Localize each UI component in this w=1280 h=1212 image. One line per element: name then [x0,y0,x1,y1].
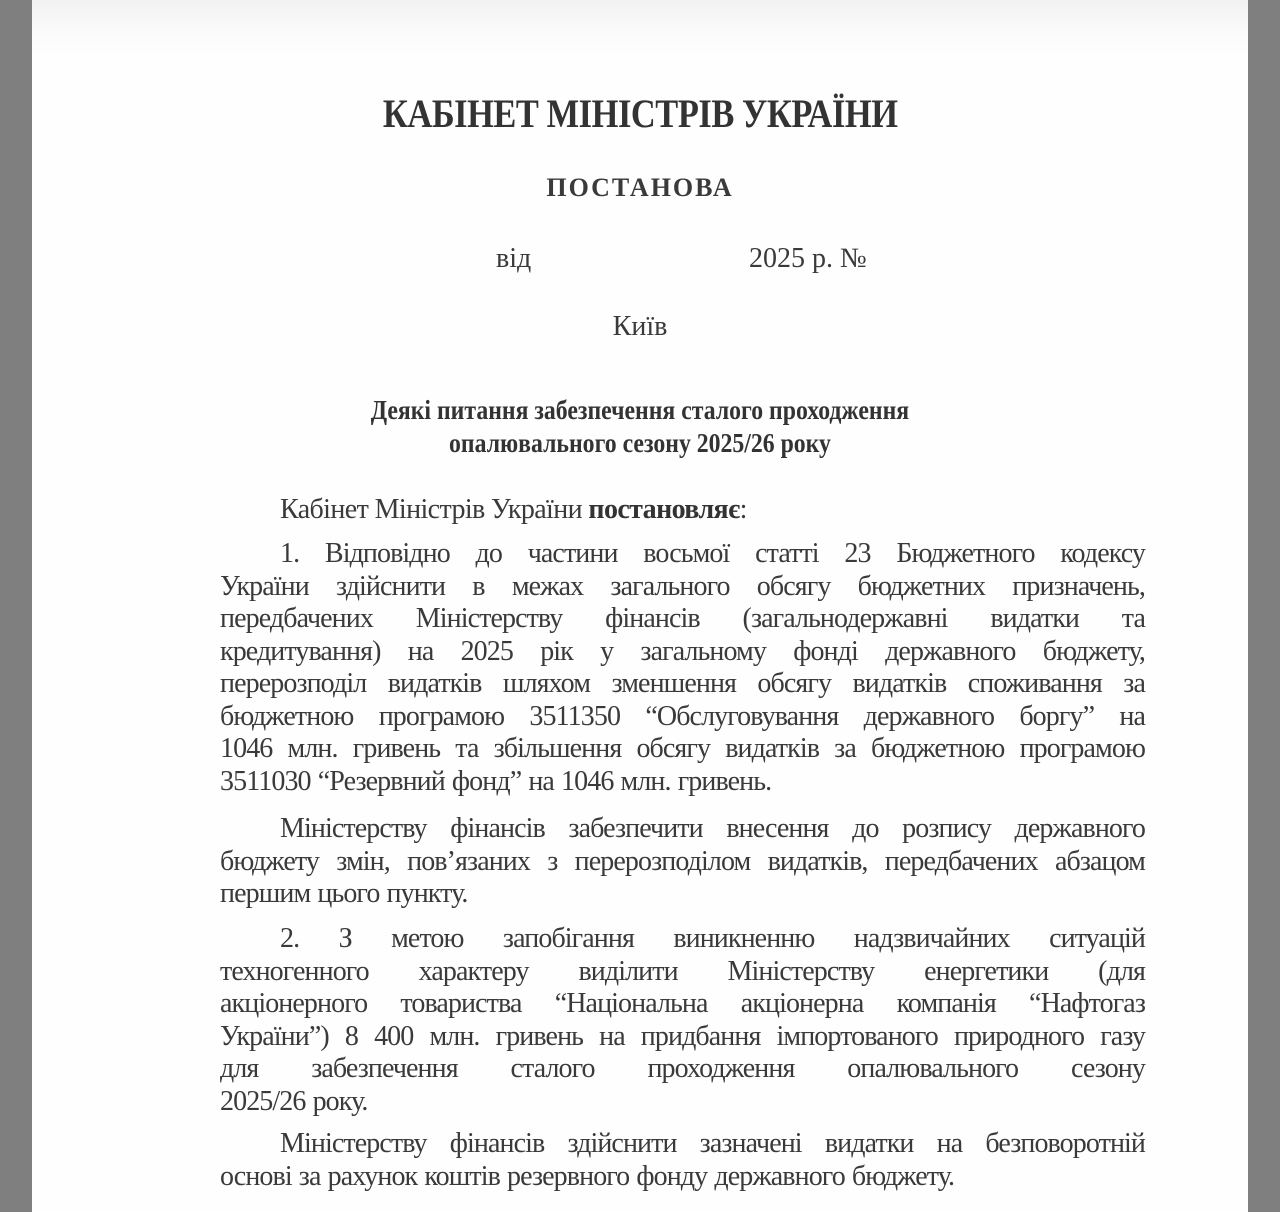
paragraph-line: 2025/26 року. [220,1085,368,1117]
paragraph-line: України здійснити в межах загального обсягу бюджетних призначень, [220,570,1145,602]
enacting-subject: Кабінет Міністрів України [280,494,582,525]
heading-text: Деякі питання забезпечення сталого проходження [370,395,910,425]
paragraph-line: передбачених Міністерству фінансів (загальнодержавні видатки та [220,603,1145,634]
paragraph-line: 1046 млн. гривень та збільшення обсягу видатків за бюджетною програмою [220,733,1145,764]
document-type: ПОСТАНОВА [546,173,734,202]
paragraph-line: техногенного характеру виділити Міністерству енергетики (для [220,955,1145,987]
document-page [32,0,1248,1212]
resolution-heading-line-1 [32,393,1248,427]
enacting-verb: постановляє [588,494,740,525]
paragraph-line: 1. Відповідно до частини восьмої статті 23 Бюджетного кодексу [280,538,1145,569]
paragraph-2 [220,813,1145,911]
paragraph-line: для забезпечення сталого проходження опалювального сезону [220,1053,1145,1084]
paragraph-line: перерозподіл видатків шляхом зменшення обсягу видатків споживання за [220,668,1145,699]
paragraph-line: бюджетною програмою 3511350 “Обслуговування державного боргу” на [220,700,1145,732]
paragraph-line: Міністерству фінансів забезпечити внесення до розпису державного [280,813,1145,844]
paragraph-line: першим цього пункту. [220,878,468,909]
paragraph-1 [220,538,1145,798]
paragraph-4 [220,1128,1145,1193]
paragraph-line: акціонерного товариства “Національна акціонерна компанія “Нафтогаз [220,988,1145,1019]
issuing-authority-title [32,92,1248,136]
paragraph-line: 2. З метою запобігання виникненню надзвичайних ситуацій [280,923,1145,954]
paragraph-line: України”) 8 400 млн. гривень на придбання імпортованого природного газу [220,1020,1145,1052]
paragraph-line: 3511030 “Резервний фонд” на 1046 млн. гривень. [220,765,772,797]
date-prefix: від [496,243,532,274]
enacting-clause [280,493,747,527]
paragraph-line: Міністерству фінансів здійснити зазначені видатки на безповоротній [280,1128,1145,1159]
date-year-number: 2025 р. № [749,243,867,274]
heading-text: опалювального сезону 2025/26 року [449,428,831,458]
issuing-authority-text: КАБІНЕТ МІНІСТРІВ УКРАЇНИ [382,91,898,136]
paragraph-line: бюджету змін, пов’язаних з перерозподілом видатків, передбачених абзацом [220,845,1145,877]
paragraph-line: кредитування) на 2025 рік у загальному фонді державного бюджету, [220,635,1145,667]
city: Київ [612,311,668,342]
resolution-heading-line-2 [32,426,1248,460]
paragraph-3 [220,923,1145,1118]
enacting-colon: : [739,494,747,525]
paragraph-line: основі за рахунок коштів резервного фонду державного бюджету. [220,1160,955,1192]
